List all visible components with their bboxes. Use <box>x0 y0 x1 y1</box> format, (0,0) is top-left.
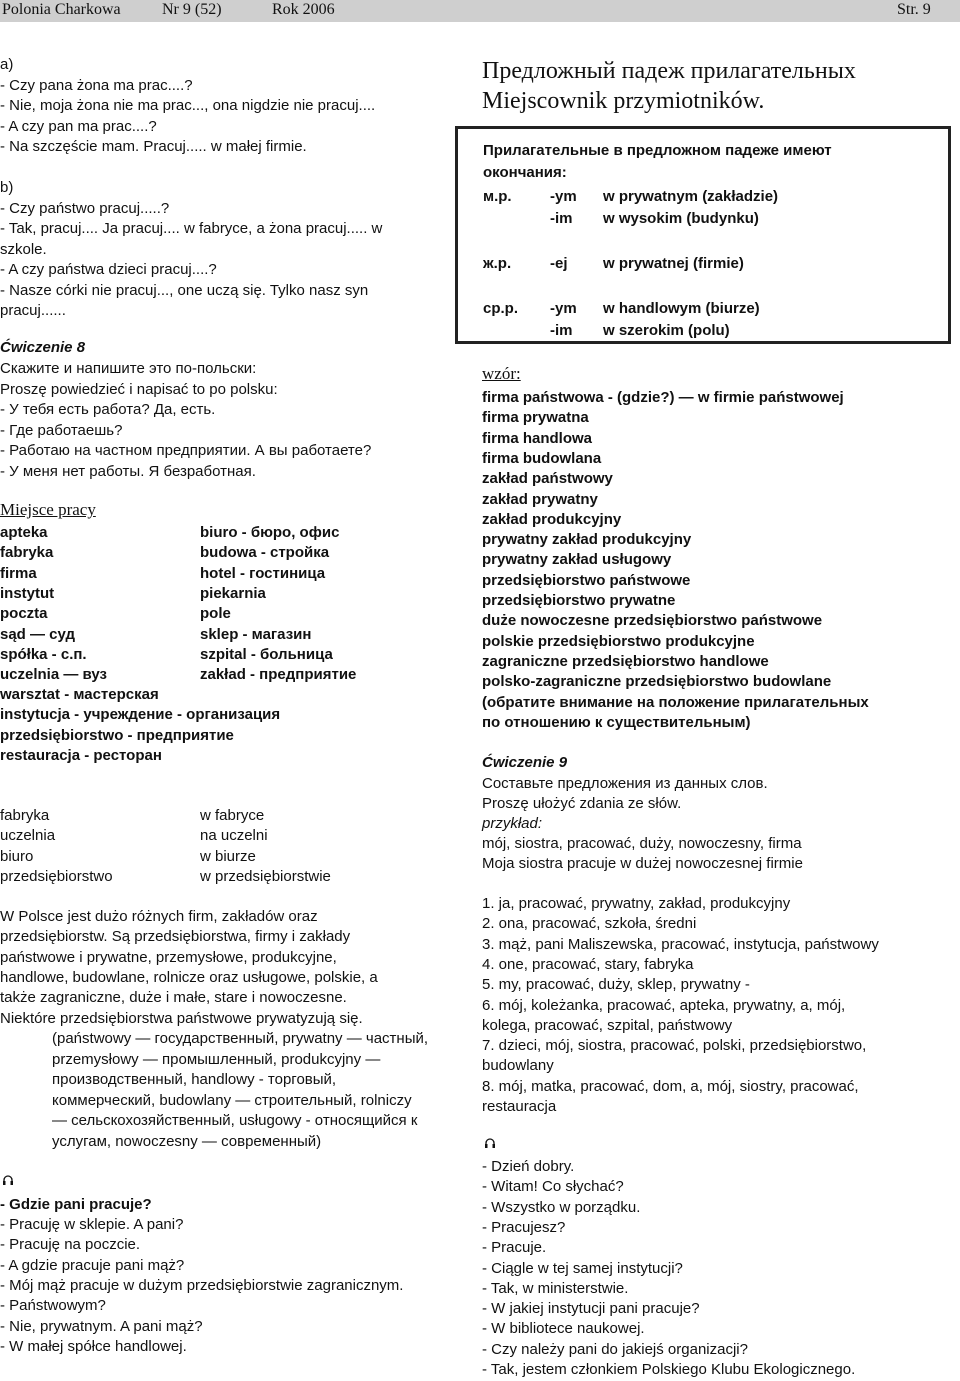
vocab-item: biuro - бюро, офис <box>200 524 340 541</box>
ending-example: w handlowym (biurze) <box>603 300 760 317</box>
dialog-line: pracuj...... <box>0 302 66 319</box>
vocab-item: poczta <box>0 605 48 623</box>
dialog-line: a) <box>0 56 14 73</box>
dialog-line: - Pracuję w sklepie. A pani? <box>0 1216 184 1233</box>
vocab-title: Miejsce pracy <box>0 500 96 519</box>
pair-item: w fabryce <box>200 807 265 824</box>
exercise-item: 1. ja, pracować, prywatny, zakład, produkcyjny <box>482 895 791 912</box>
box-intro-1: Прилагательные в предложном падеже имеют <box>483 142 832 159</box>
example-words: mój, siostra, pracować, duży, nowoczesny, firma <box>482 835 802 852</box>
vocab-item: budowa - стройка <box>200 544 330 562</box>
vocab-item: restauracja - ресторан <box>0 746 162 764</box>
paragraph-line: Niektóre przedsiębiorstwa państwowe prywatyzują się. <box>0 1009 363 1027</box>
issue-year: Rok 2006 <box>272 1 335 18</box>
exercise-9-intro-pl: Proszę ułożyć zdania ze słów. <box>482 795 682 812</box>
exercise-item: 2. ona, pracować, szkoła, średni <box>482 915 697 933</box>
vocab-item: instytucja - учреждение - организация <box>0 706 281 724</box>
wzor-title: wzór: <box>482 364 521 383</box>
dialog-line: - Czy pana żona ma prac....? <box>0 76 193 94</box>
issue-number: Nr 9 (52) <box>162 1 222 18</box>
wzor-item: firma prywatna <box>482 409 589 427</box>
ending-example: w wysokim (budynku) <box>603 210 759 227</box>
dialog-line: szkole. <box>0 240 47 258</box>
wzor-item: zakład państwowy <box>482 470 613 488</box>
page-number: Str. 9 <box>897 1 931 18</box>
exercise-item: restauracja <box>482 1098 557 1115</box>
gloss-line: коммерческий, budowlany — строительный, rolniczy <box>52 1091 412 1109</box>
wzor-item: firma budowlana <box>482 449 602 467</box>
dialog-line: - Tak, w ministerstwie. <box>482 1279 629 1297</box>
exercise-item: 4. one, pracować, stary, fabryka <box>482 955 694 973</box>
wzor-item: firma państwowa - (gdzie?) — w firmie państwowej <box>482 389 844 406</box>
exercise-line: - Работаю на частном предприятии. А вы работаете? <box>0 442 372 459</box>
exercise-item: 3. mąż, pani Maliszewska, pracować, instytucja, państwowy <box>482 935 879 953</box>
vocab-item: fabryka <box>0 544 54 562</box>
exercise-item: 7. dzieci, mój, siostra, pracować, polski, przedsiębiorstwo, <box>482 1037 867 1055</box>
dialog-line: - A czy pan ma prac....? <box>0 117 157 135</box>
wzor-item: по отношению к существительным) <box>482 713 751 731</box>
dialog-line: - A gdzie pracuje pani mąż? <box>0 1256 185 1274</box>
wzor-item: (обратите внимание на положение прилагательных <box>482 693 869 711</box>
wzor-item: zakład prywatny <box>482 490 598 508</box>
vocab-item: apteka <box>0 524 48 541</box>
wzor-item: polsko-zagraniczne przedsiębiorstwo budowlane <box>482 673 832 691</box>
gloss-line: услугам, nowoczesny — современный) <box>52 1132 322 1150</box>
pair-item: przedsiębiorstwo <box>0 867 113 885</box>
dialog-line: - Czy państwo pracuj.....? <box>0 199 170 217</box>
ending-suffix: -im <box>550 322 573 339</box>
pair-item: biuro <box>0 847 34 865</box>
wzor-item: zakład produkcyjny <box>482 510 622 528</box>
ending-suffix: -ej <box>550 255 568 272</box>
exercise-line: - У меня нет работы. Я безработная. <box>0 462 256 480</box>
dialog-line: - Nie, prywatnym. A pani mąż? <box>0 1317 203 1335</box>
dialog-line: - W bibliotece naukowej. <box>482 1320 645 1338</box>
wzor-item: zagraniczne przedsiębiorstwo handlowe <box>482 652 769 670</box>
exercise-line: - Где работаешь? <box>0 421 123 439</box>
page-header <box>0 0 960 22</box>
vocab-item: firma <box>0 564 37 582</box>
paragraph-line: przedsiębiorstw. Są przedsiębiorstwa, firmy i zakłady <box>0 928 351 946</box>
box-intro-2: окончания: <box>483 164 567 181</box>
wzor-item: polskie przedsiębiorstwo produkcyjne <box>482 632 755 650</box>
ending-gender: м.р. <box>483 188 512 205</box>
paragraph-line: W Polsce jest dużo różnych firm, zakładów oraz <box>0 908 318 925</box>
ending-suffix: -im <box>550 210 573 227</box>
gloss-line: производственный, handlowy - торговый, <box>52 1071 337 1088</box>
endings-box <box>455 126 951 344</box>
publication-name: Polonia Charkowa <box>2 1 121 18</box>
dialog-line: - Witam! Co słychać? <box>482 1178 624 1196</box>
dialog-line: - Pracuję na poczcie. <box>0 1236 141 1254</box>
section-title-ru: Предложный падеж прилагательных <box>482 58 856 84</box>
vocab-item: sąd — суд <box>0 625 76 643</box>
ending-suffix: -ym <box>550 188 577 205</box>
wzor-item: przedsiębiorstwo państwowe <box>482 571 691 589</box>
pair-item: w biurze <box>200 847 256 865</box>
vocab-item: instytut <box>0 584 55 602</box>
wzor-item: przedsiębiorstwo prywatne <box>482 592 676 609</box>
vocab-item: hotel - гостиница <box>200 564 326 582</box>
exercise-item: 8. mój, matka, pracować, dom, a, mój, siostry, pracować, <box>482 1077 859 1095</box>
dialog-line: - Nasze córki nie pracuj..., one uczą się. Tylko nasz syn <box>0 281 369 299</box>
ending-gender: ж.р. <box>483 255 512 272</box>
vocab-item: spółka - с.п. <box>0 645 87 663</box>
headphones-icon <box>2 1174 14 1186</box>
vocab-item: piekarnia <box>200 584 266 602</box>
vocab-item: szpital - больница <box>200 645 333 663</box>
exercise-item: budowlany <box>482 1057 554 1075</box>
vocab-item: sklep - магазин <box>200 625 312 643</box>
pair-item: fabryka <box>0 807 50 824</box>
gloss-line: przemysłowy — промышленный, produkcyjny — <box>52 1050 381 1068</box>
pair-item: uczelnia <box>0 827 56 845</box>
exercise-line: Скажите и напишите это по-польски: <box>0 360 257 377</box>
ending-example: w prywatnej (firmie) <box>603 255 744 272</box>
dialog-line: - Pracuje. <box>482 1239 547 1257</box>
headphones-icon <box>484 1137 496 1149</box>
ending-gender: ср.р. <box>483 300 519 317</box>
section-title-pl: Miejscownik przymiotników. <box>482 88 765 114</box>
wzor-item: prywatny zakład produkcyjny <box>482 531 692 549</box>
dialog-line: - Dzień dobry. <box>482 1158 575 1175</box>
dialog-line: - W małej spółce handlowej. <box>0 1337 187 1355</box>
ending-suffix: -ym <box>550 300 577 317</box>
exercise-9-intro-ru: Составьте предложения из данных слов. <box>482 775 768 792</box>
paragraph-line: także zagraniczne, duże i małe, stare i nowoczesne. <box>0 989 347 1007</box>
exercise-9-title: Ćwiczenie 9 <box>482 754 568 771</box>
dialog-line: b) <box>0 179 14 196</box>
exercise-line: Proszę powiedzieć i napisać to po polsku: <box>0 380 278 398</box>
dialog-line: - Tak, jestem członkiem Polskiego Klubu Ekologicznego. <box>482 1361 856 1378</box>
gloss-line: — сельскохозяйственный, usługowy - относящийся к <box>52 1112 418 1129</box>
dialog-line: - Mój mąż pracuje w dużym przedsiębiorstwie zagranicznym. <box>0 1276 404 1294</box>
example-sentence: Moja siostra pracuje w dużej nowoczesnej firmie <box>482 855 803 872</box>
dialog-line: - Tak, pracuj.... Ja pracuj.... w fabryce, a żona pracuj..... w <box>0 220 383 237</box>
wzor-item: prywatny zakład usługowy <box>482 551 672 569</box>
exercise-item: kolega, pracować, szpital, państwowy <box>482 1016 733 1034</box>
pair-item: w przedsiębiorstwie <box>200 867 331 885</box>
ending-example: w szerokim (polu) <box>603 322 730 339</box>
paragraph-line: handlowe, budowlane, rolnicze oraz usługowe, polskie, a <box>0 968 378 986</box>
dialog-line: - Wszystko w porządku. <box>482 1198 641 1216</box>
exercise-line: - У тебя есть работа? Да, есть. <box>0 401 216 418</box>
vocab-item: zakład - предприятие <box>200 666 357 684</box>
wzor-item: firma handlowa <box>482 429 593 447</box>
exercise-item: 5. my, pracować, duży, sklep, prywatny - <box>482 976 750 994</box>
gloss-line: (państwowy — государственный, prywatny — частный, <box>52 1030 429 1047</box>
exercise-item: 6. mój, koleżanka, pracować, apteka, prywatny, a, mój, <box>482 996 846 1014</box>
dialog-line: - Pracujesz? <box>482 1218 566 1236</box>
dialog-c-question: - Gdzie pani pracuje? <box>0 1196 152 1213</box>
vocab-item: warsztat - мастерская <box>0 686 159 703</box>
dialog-line: - A czy państwa dzieci pracuj....? <box>0 261 217 278</box>
example-label: przykład: <box>482 815 543 832</box>
dialog-line: - Nie, moja żona nie ma prac..., ona nigdzie nie pracuj.... <box>0 97 376 114</box>
dialog-line: - W jakiej instytucji pani pracuje? <box>482 1300 700 1318</box>
dialog-line: - Ciągle w tej samej instytucji? <box>482 1259 683 1277</box>
vocab-item: przedsiębiorstwo - предприятие <box>0 726 234 744</box>
dialog-line: - Czy należy pani do jakiejś organizacji? <box>482 1340 748 1358</box>
pair-item: na uczelni <box>200 827 268 845</box>
ending-example: w prywatnym (zakładzie) <box>603 188 779 205</box>
paragraph-line: państwowe i prywatne, przemysłowe, produkcyjne, <box>0 948 337 966</box>
vocab-item: pole <box>200 605 231 623</box>
dialog-line: - Na szczęście mam. Pracuj..... w małej firmie. <box>0 138 307 155</box>
wzor-item: duże nowoczesne przedsiębiorstwo państwowe <box>482 612 823 630</box>
dialog-line: - Państwowym? <box>0 1297 106 1315</box>
exercise-8-title: Ćwiczenie 8 <box>0 339 86 356</box>
vocab-item: uczelnia — вуз <box>0 666 107 684</box>
